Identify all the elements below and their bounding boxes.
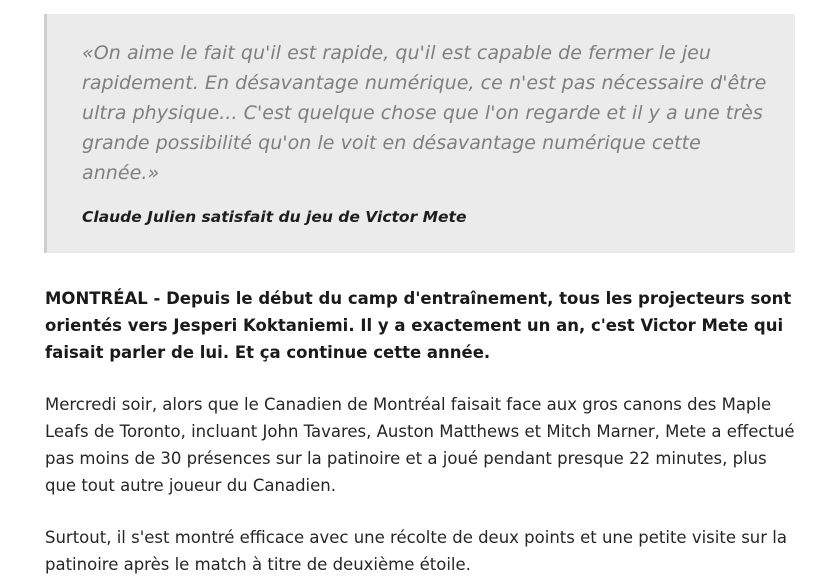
- quote-caption: Claude Julien satisfait du jeu de Victor Mete: [82, 208, 467, 226]
- article-paragraph: Mercredi soir, alors que le Canadien de Montréal faisait face aux gros canons des Maple Leafs de Toronto, incluant John Tavares, Auston Matthews et Mitch Marner, Mete a effectué pas moins de 30 présences sur la patinoire et a joué pendant presque 22 minutes, plus que tout autre joueur du Canadien.: [45, 395, 795, 495]
- article-paragraph: Surtout, il s'est montré efficace avec une récolte de deux points et une petite visite sur la patinoire après le match à titre de deuxième étoile.: [45, 528, 787, 574]
- article-body: [45, 285, 795, 578]
- quote-text: «On aime le fait qu'il est rapide, qu'il est capable de fermer le jeu rapidement. En désavantage numérique, ce n'est pas nécessaire d'être ultra physique... C'est quelque chose que l'on regarde et il y a une très grande possibilité qu'on le voit en désavantage numérique cette année.»: [82, 42, 767, 184]
- article-lead: MONTRÉAL - Depuis le début du camp d'entraînement, tous les projecteurs sont orientés vers Jesperi Koktaniemi. Il y a exactement un an, c'est Victor Mete qui faisait parler de lui. Et ça continue cette année.: [45, 289, 792, 362]
- pull-quote: [44, 14, 795, 253]
